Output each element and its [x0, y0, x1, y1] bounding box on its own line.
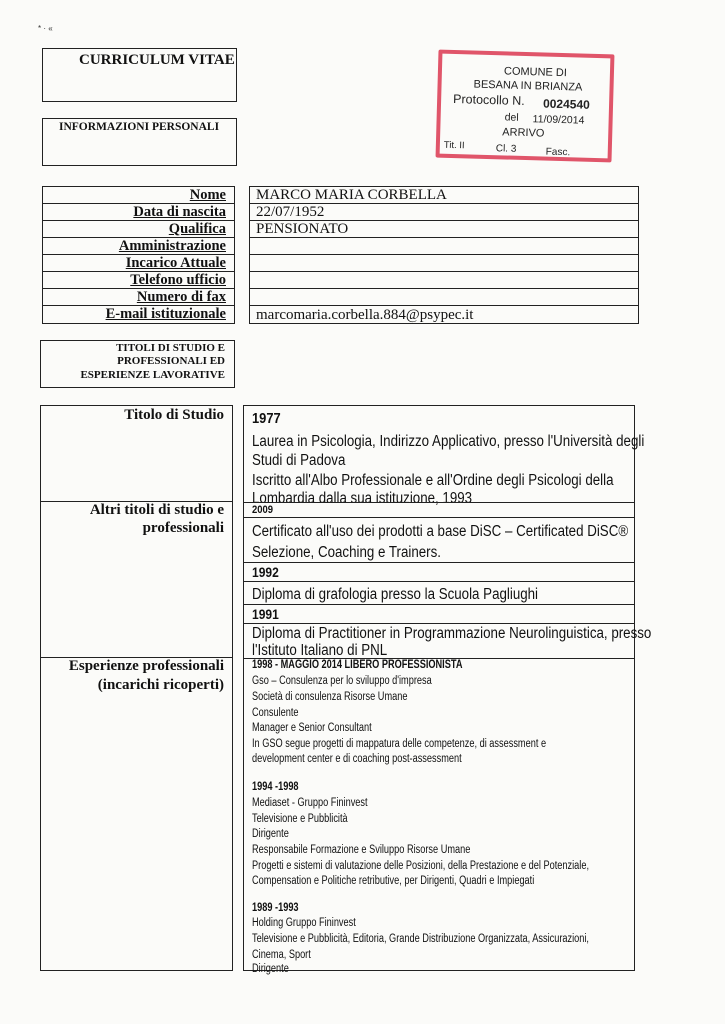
- section-esperienze-1: Esperienze professionali: [68, 658, 224, 674]
- value-qualifica: PENSIONATO: [256, 221, 349, 237]
- altri-year3: 1991: [252, 606, 279, 622]
- section-altri-titoli-1: Altri titoli di studio e: [89, 502, 224, 518]
- label-qualifica: Qualifica: [168, 221, 226, 237]
- protocol-stamp: [436, 50, 615, 163]
- titoli-header-line3: ESPERIENZE LAVORATIVE: [80, 369, 225, 381]
- stamp-line1: COMUNE DI: [503, 65, 568, 80]
- esp-p1-line: Consulente: [252, 707, 299, 719]
- scan-marks: * · «: [38, 24, 53, 33]
- stamp-protocol-number: 0024540: [542, 96, 590, 112]
- sections-right-column: [243, 405, 652, 975]
- altri-year2: 1992: [252, 564, 279, 580]
- personal-values-box: [249, 186, 639, 324]
- studio-year: 1977: [252, 410, 281, 427]
- titoli-header-line1: TITOLI DI STUDIO E: [116, 342, 225, 354]
- esp-p2-head: 1994 -1998: [252, 781, 299, 793]
- value-nome: MARCO MARIA CORBELLA: [256, 187, 447, 203]
- stamp-protocol-label: Protocollo N.: [452, 91, 525, 108]
- sections-left-column: [40, 405, 233, 971]
- esp-p1-head: 1998 - MAGGIO 2014 LIBERO PROFESSIONISTA: [252, 659, 463, 671]
- esp-p3-head: 1989 -1993: [252, 902, 299, 914]
- esp-p2-line: Compensation e Politiche retributive, per Dirigenti, Quadri e Impiegati: [252, 875, 535, 887]
- esp-p1-line: Società di consulenza Risorse Umane: [252, 691, 408, 703]
- esp-p3-line: Cinema, Sport: [252, 949, 311, 961]
- esp-p1-line: Gso – Consulenza per lo sviluppo d'impresa: [252, 675, 432, 687]
- altri-year1: 2009: [252, 504, 274, 516]
- esp-p2-line: Responsabile Formazione e Sviluppo Risorse Umane: [252, 844, 471, 856]
- esp-p2-line: Dirigente: [252, 828, 289, 840]
- esp-p2-line: Progetti e sistemi di valutazione delle Posizioni, della Prestazione e del Potenziale,: [252, 860, 590, 872]
- label-amministrazione: Amministrazione: [118, 238, 226, 254]
- cv-title: CURRICULUM VITAE: [79, 52, 235, 68]
- label-incarico: Incarico Attuale: [125, 255, 226, 271]
- personal-labels-box: [42, 186, 235, 324]
- stamp-cl: Cl. 3: [495, 143, 517, 155]
- studio-line4: Lombardia dalla sua istituzione, 1993: [252, 490, 473, 507]
- personal-info-heading: INFORMAZIONI PERSONALI: [59, 121, 220, 133]
- studio-line3: Iscritto all'Albo Professionale e all'Ordine degli Psicologi della: [252, 472, 614, 489]
- titoli-header-box: [40, 340, 235, 388]
- stamp-arrivo: ARRIVO: [502, 126, 545, 140]
- esp-p3-line: Holding Gruppo Fininvest: [252, 917, 356, 929]
- esp-p3-line: Dirigente: [252, 963, 289, 975]
- altri-line2: Selezione, Coaching e Trainers.: [252, 544, 441, 561]
- altri-line1: Certificato all'uso dei prodotti a base DiSC – Certificated DiSC®: [252, 523, 629, 540]
- esp-p2-line: Mediaset - Gruppo Fininvest: [252, 797, 368, 809]
- esp-p1-line: development center e di coaching post-assessment: [252, 753, 462, 765]
- stamp-date: 11/09/2014: [532, 113, 585, 127]
- stamp-line2: BESANA IN BRIANZA: [473, 78, 583, 94]
- esp-p1-line: Manager e Senior Consultant: [252, 722, 372, 734]
- esp-p3-line: Televisione e Pubblicità, Editoria, Grande Distribuzione Organizzata, Assicurazioni,: [252, 933, 589, 945]
- personal-info-box: [42, 118, 237, 166]
- label-fax: Numero di fax: [136, 289, 226, 305]
- esp-p2-line: Televisione e Pubblicità: [252, 813, 348, 825]
- section-esperienze-2: (incarichi ricoperti): [97, 677, 224, 693]
- esp-p1-line: In GSO segue progetti di mappatura delle competenze, di assessment e: [252, 738, 547, 750]
- label-nome: Nome: [189, 187, 226, 203]
- label-telefono: Telefono ufficio: [130, 272, 226, 288]
- studio-line2: Studi di Padova: [252, 452, 346, 469]
- label-data-nascita: Data di nascita: [133, 204, 226, 220]
- stamp-fasc: Fasc.: [545, 146, 571, 159]
- section-titolo-studio: Titolo di Studio: [124, 407, 224, 423]
- value-email: marcomaria.corbella.884@psypec.it: [256, 307, 474, 323]
- altri-line3: Diploma di grafologia presso la Scuola Pagliughi: [252, 586, 539, 603]
- stamp-tit: Tit. II: [443, 139, 465, 152]
- stamp-del-label: del: [504, 111, 519, 124]
- cv-title-box: [42, 48, 237, 102]
- section-altri-titoli-2: professionali: [142, 520, 224, 536]
- titoli-header-line2: PROFESSIONALI ED: [117, 355, 225, 367]
- studio-line1: Laurea in Psicologia, Indirizzo Applicativo, presso l'Università degli: [252, 433, 645, 450]
- value-data-nascita: 22/07/1952: [256, 204, 325, 220]
- altri-line5: l'Istituto Italiano di PNL: [252, 642, 388, 659]
- label-email: E-mail istituzionale: [105, 306, 226, 322]
- altri-line4: Diploma di Practitioner in Programmazione Neurolinguistica, presso: [252, 625, 652, 642]
